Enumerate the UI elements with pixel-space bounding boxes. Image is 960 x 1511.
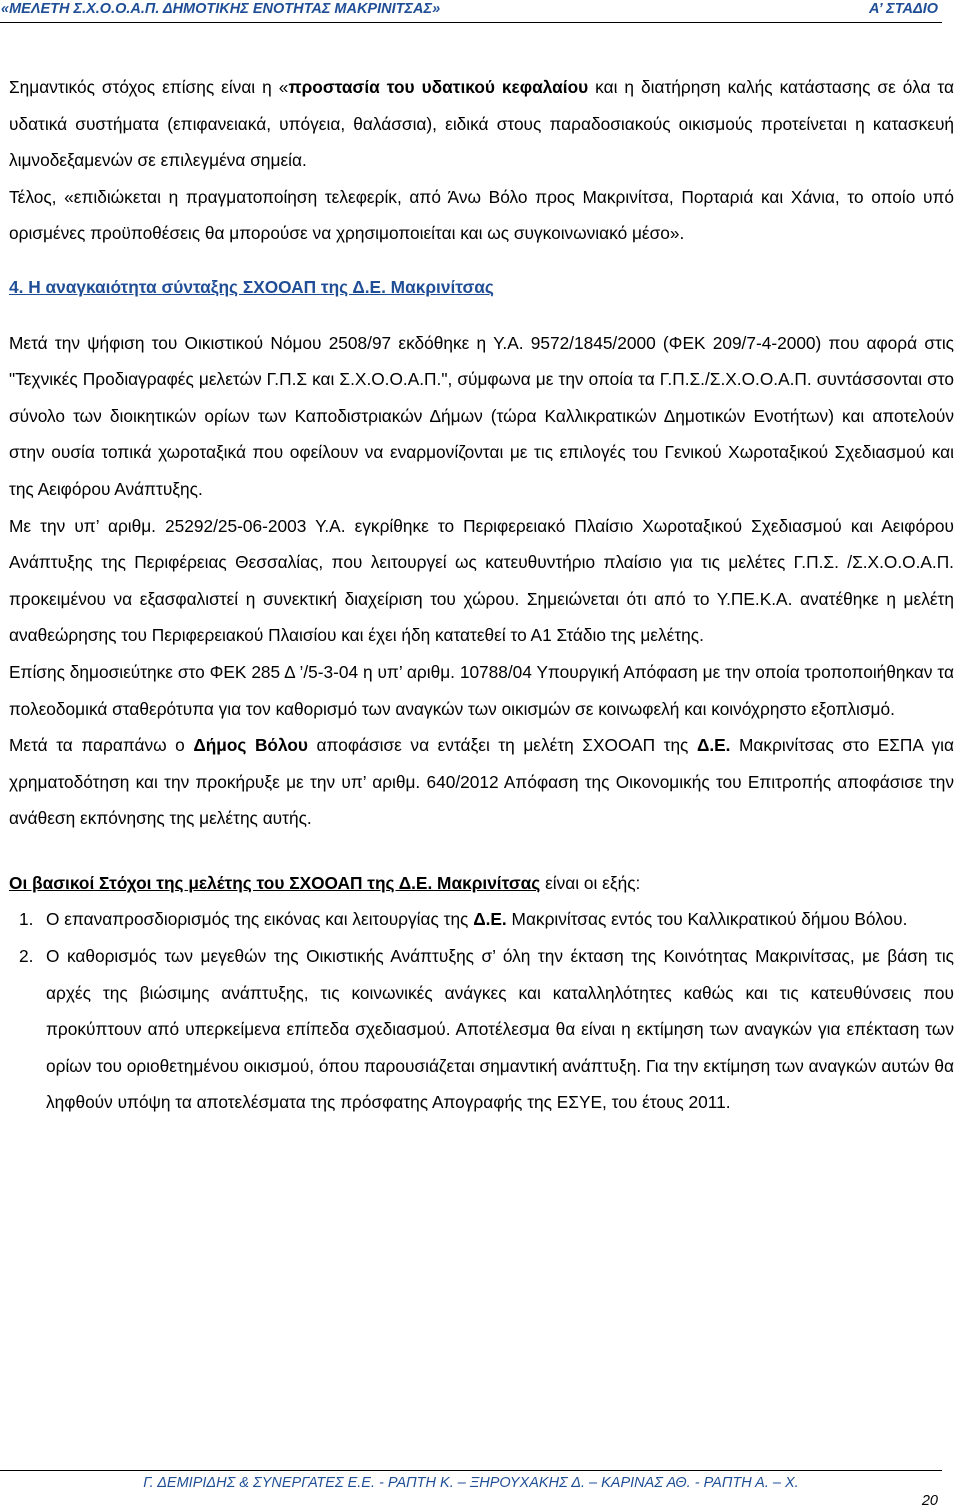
list-item: 2. Ο καθορισμός των μεγεθών της Οικιστικής Ανάπτυξης σ’ όλη την έκταση της Κοινότητας Μακρινίτσας, με βάση τις αρχές της βιώσιμης ανάπτυξης, τις κοινωνικές ανάγκες και καταλληλότητες καθώς και τις κατευθύνσεις που προκύπτουν από υπερκείμενα επίπεδα σχεδιασμού. Αποτέλεσμα θα είναι η εκτίμηση των αναγκών για επέκταση των ορίων του οριοθετημένου οικισμού, όπου παρουσιάζεται σημαντική ανάπτυξη. Για την εκτίμηση των αναγκών αυτών θα ληφθούν υπόψη τα αποτελέσματα της πρόσφατης Απογραφής της ΕΣΥΕ, του έτους 2011. — [19, 946, 954, 1113]
goals-list — [9, 901, 954, 1121]
paragraph-cable-car: Τέλος, «επιδιώκεται η πραγματοποίηση τελεφερίκ, από Άνω Βόλο προς Μακρινίτσα, Πορταριά και Χάνια, το οποίο υπό ορισμένες προϋποθέσεις θα μπορούσε να χρησιμοποιείται και ως συγκοινωνιακό μέσο». — [9, 186, 954, 244]
header-study-title: «ΜΕΛΕΤΗ Σ.Χ.Ο.Ο.Α.Π. ΔΗΜΟΤΙΚΗΣ ΕΝΟΤΗΤΑΣ ΜΑΚΡΙΝΙΤΣΑΣ» — [1, 1, 441, 17]
page-header — [0, 0, 942, 23]
page-number: 20 — [921, 1493, 938, 1509]
goals-heading: Οι βασικοί Στόχοι της μελέτης του ΣΧΟΟΑΠ της Δ.Ε. Μακρινίτσας είναι οι εξής: — [9, 872, 641, 893]
paragraph-planning-law: Μετά την ψήφιση του Οικιστικού Νόμου 2508/97 εκδόθηκε η Υ.Α. 9572/1845/2000 (ΦΕΚ 209/7-4-2000) που αφορά στις "Τεχνικές Προδιαγραφές μελετών Γ.Π.Σ και Σ.Χ.Ο.Ο.Α.Π.", σύμφωνα με την οποία τα Γ.Π.Σ./Σ.Χ.Ο.Ο.Α.Π. συντάσσονται στο σύνολο των διοικητικών ορίων των Καποδιστριακών Δήμων (τώρα Καλλικρατικών Δημοτικών Ενοτήτων) και αποτελούν στην ουσία τοπικά χωροταξικά που οφείλουν να εναρμονίζονται με τις επιλογές του Γενικού Χωροταξικού Σχεδιασμού και της Αειφόρου Ανάπτυξης. — [9, 332, 954, 499]
footer-authors: Γ. ΔΕΜΙΡΙΔΗΣ & ΣΥΝΕΡΓΑΤΕΣ Ε.Ε. - ΡΑΠΤΗ Κ. – ΞΗΡΟΥΧΑΚΗΣ Δ. – ΚΑΡΙΝΑΣ ΑΘ. - ΡΑΠΤΗ Α. – Χ. — [143, 1475, 799, 1491]
paragraph-water-capital: Σημαντικός στόχος επίσης είναι η «προστασία του υδατικού κεφαλαίου και η διατήρηση καλής κατάστασης σε όλα τα υδατικά συστήματα (επιφανειακά, υπόγεια, θαλάσσια), ειδικά στους παραδοσιακούς οικισμούς προτείνεται η κατασκευή λιμνοδεξαμενών σε επιλεγμένα σημεία. — [9, 77, 954, 171]
paragraph-municipality-decision: Μετά τα παραπάνω ο Δήμος Βόλου αποφάσισε να εντάξει τη μελέτη ΣΧΟΟΑΠ της Δ.Ε. Μακρινίτσας στο ΕΣΠΑ για χρηματοδότηση και την προκήρυξε με την υπ’ αριθμ. 640/2012 Απόφαση της Οικονομικής του Επιτροπής αποφάσισε την ανάθεση εκπόνησης της μελέτης αυτής. — [9, 735, 954, 829]
paragraph-ministerial-decision: Επίσης δημοσιεύτηκε στο ΦΕΚ 285 Δ ’/5-3-04 η υπ’ αριθμ. 10788/04 Υπουργική Απόφαση με την οποία τροποποιήθηκαν τα πολεοδομικά σταθερότυπα για τον καθορισμό των αναγκών των οικισμών σε κοινωφελή και κοινόχρηστο εξοπλισμό. — [9, 661, 954, 719]
document-body — [9, 69, 954, 1121]
paragraph-regional-framework: Με την υπ’ αριθμ. 25292/25-06-2003 Υ.Α. εγκρίθηκε το Περιφερειακό Πλαίσιο Χωροταξικού Σχεδιασμού και Αειφόρου Ανάπτυξης της Περιφέρειας Θεσσαλίας, που λειτουργεί ως κατευθυντήριο πλαίσιο για τις μελέτες Γ.Π.Σ. /Σ.Χ.Ο.Ο.Α.Π. προκειμένου να εξασφαλιστεί η συνεκτική διαχείριση του χώρου. Σημειώνεται ότι από το Υ.ΠΕ.Κ.Α. ανατέθηκε η μελέτη αναθεώρησης του Περιφερειακού Πλαισίου και έχει ήδη κατατεθεί το Α1 Στάδιο της μελέτης. — [9, 515, 954, 646]
page-footer — [0, 1470, 942, 1509]
header-stage: Α’ ΣΤΑΔΙΟ — [868, 1, 938, 17]
bold-water-capital: προστασία του υδατικού κεφαλαίου — [288, 77, 589, 97]
list-item: 1. Ο επαναπροσδιορισμός της εικόνας και λειτουργίας της Δ.Ε. Μακρινίτσας εντός του Καλλικρατικού δήμου Βόλου. — [19, 909, 908, 930]
section-heading-4: 4. Η αναγκαιότητα σύνταξης ΣΧΟΟΑΠ της Δ.Ε. Μακρινίτσας — [9, 276, 494, 297]
